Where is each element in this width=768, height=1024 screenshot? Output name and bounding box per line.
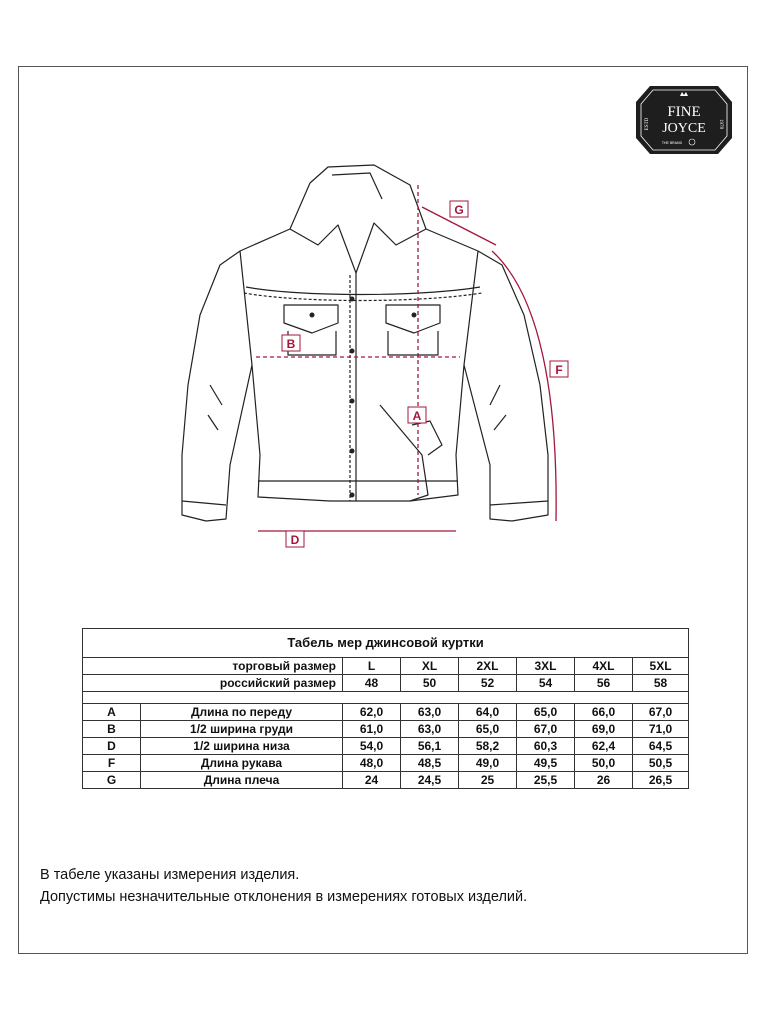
label-g: G — [454, 203, 464, 217]
trade-size-row: торговый размер L XL 2XL 3XL 4XL 5XL — [83, 658, 689, 675]
label-f: F — [555, 363, 563, 377]
brand-logo — [636, 84, 732, 156]
svg-text:JOYCE: JOYCE — [662, 121, 706, 136]
table-title: Табель мер джинсовой куртки — [83, 629, 689, 658]
size-chart — [82, 628, 688, 789]
table-row: D 1/2 ширина низа 54,0 56,1 58,2 60,3 62,4 64,5 — [83, 738, 689, 755]
note-line: Допустимы незначительные отклонения в измерениях готовых изделий. — [40, 889, 528, 905]
label-a: A — [412, 409, 422, 423]
notes — [40, 864, 527, 908]
label-b: B — [286, 337, 296, 351]
table-row: A Длина по переду 62,0 63,0 64,0 65,0 66,0 67,0 — [83, 704, 689, 721]
russian-size-row: российский размер 48 50 52 54 56 58 — [83, 675, 689, 692]
note-line: В табеле указаны измерения изделия. — [40, 867, 300, 883]
svg-text:ESTD: ESTD — [645, 117, 650, 131]
table-row: G Длина плеча 24 24,5 25 25,5 26 26,5 — [83, 772, 689, 789]
spacer-row — [83, 692, 689, 704]
svg-text:1978: 1978 — [718, 119, 723, 129]
svg-text:THE BRAND: THE BRAND — [661, 141, 683, 145]
jacket-drawing — [160, 155, 580, 555]
svg-text:FINE: FINE — [667, 104, 701, 120]
label-d: D — [290, 533, 300, 547]
table-row: F Длина рукава 48,0 48,5 49,0 49,5 50,0 50,5 — [83, 755, 689, 772]
table-row: B 1/2 ширина груди 61,0 63,0 65,0 67,0 69,0 71,0 — [83, 721, 689, 738]
